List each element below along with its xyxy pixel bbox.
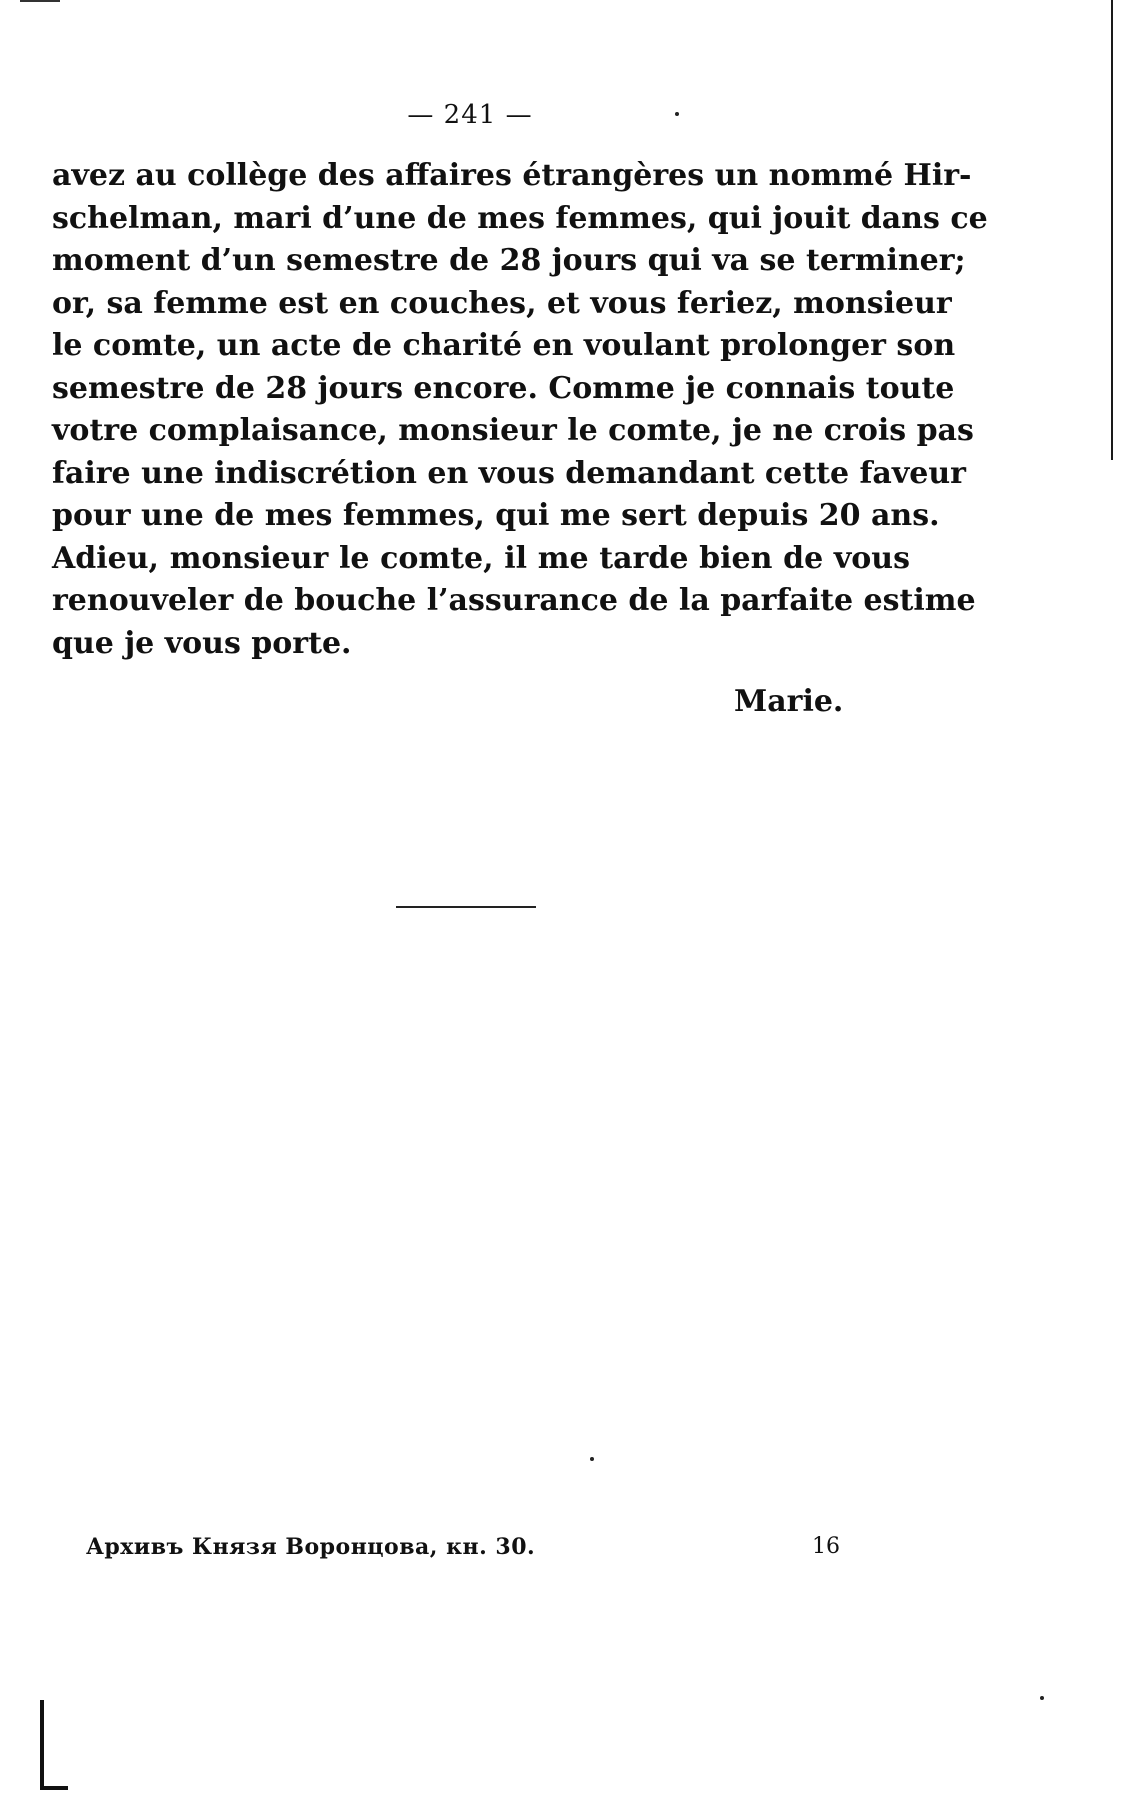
letter-line: que je vous porte. — [52, 625, 352, 661]
letter-line: semestre de 28 jours encore. Comme je connais toute — [52, 370, 955, 406]
letter-line: pour une de mes femmes, qui me sert depuis 20 ans. — [52, 498, 940, 533]
scan-edge-top — [20, 0, 60, 2]
letter-line: schelman, mari d’une de mes femmes, qui jouit dans ce — [52, 200, 988, 236]
letter-line: votre complaisance, monsieur le comte, je ne crois pas — [52, 413, 974, 448]
letter-line: avez au collège des affaires étrangères un nommé Hir- — [52, 158, 972, 193]
letter-line: renouveler de bouche l’assurance de la parfaite estime — [52, 583, 976, 618]
page-number: — 241 — — [407, 100, 533, 130]
section-rule — [396, 906, 536, 908]
footer-source-note: Архивъ Князя Воронцова, кн. 30. — [86, 1534, 536, 1560]
letter-line: or, sa femme est en couches, et vous feriez, monsieur — [52, 285, 952, 321]
letter-line: moment d’un semestre de 28 jours qui va se terminer; — [52, 243, 966, 278]
letter-line: faire une indiscrétion en vous demandant cette faveur — [52, 455, 966, 491]
letter-body — [52, 155, 988, 665]
letter-signature: Marie. — [734, 684, 844, 719]
letter-line: Adieu, monsieur le comte, il me tarde bien de vous — [52, 540, 910, 576]
footer-signature-mark: 16 — [812, 1534, 840, 1559]
scan-mark-bottom — [40, 1700, 44, 1790]
scan-speck — [590, 1457, 594, 1461]
scan-speck — [1040, 1696, 1044, 1700]
scan-edge-right — [1111, 0, 1113, 460]
letter-line: le comte, un acte de charité en voulant prolonger son — [52, 328, 956, 363]
scan-mark-bottom-foot — [40, 1786, 68, 1790]
